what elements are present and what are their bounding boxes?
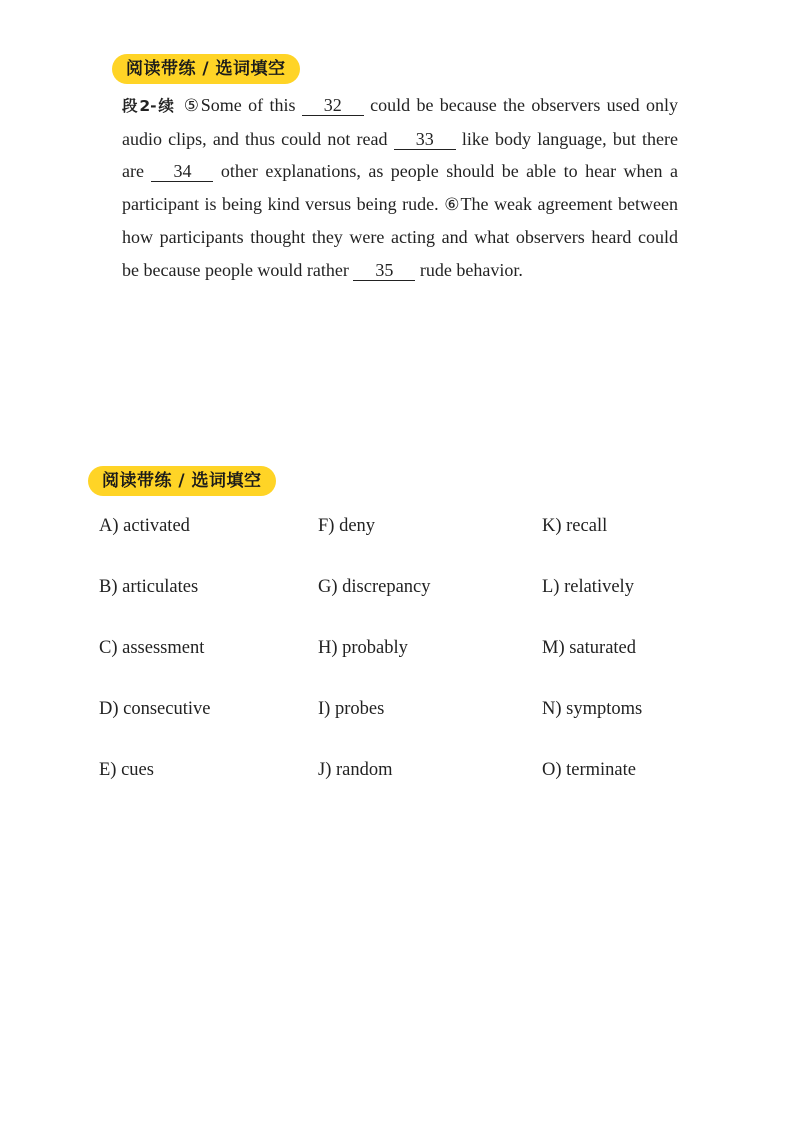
sentence-number-5: ⑤ bbox=[183, 96, 201, 116]
segment-label: 段2-续 bbox=[122, 97, 176, 115]
blank-33: 33 bbox=[394, 129, 456, 150]
word-option: C) assessment bbox=[99, 638, 205, 658]
word-option: N) symptoms bbox=[542, 699, 643, 719]
passage-text: Some of this bbox=[200, 95, 302, 115]
blank-34: 34 bbox=[151, 161, 213, 182]
word-option: A) activated bbox=[99, 516, 190, 536]
word-option: G) discrepancy bbox=[318, 577, 431, 597]
word-option: I) probes bbox=[318, 699, 385, 719]
section-tag: 阅读带练 / 选词填空 bbox=[112, 54, 300, 84]
blank-35: 35 bbox=[353, 260, 415, 281]
passage-text: The weak agreement between how participants thought they were acting and what observers heard could be because people would rather bbox=[122, 193, 678, 280]
passage-text: other explanations, as people should be able to hear when a participant is being kind versus being rude. bbox=[122, 161, 678, 214]
word-option: J) random bbox=[318, 760, 393, 780]
word-option: E) cues bbox=[99, 760, 154, 780]
word-option: K) recall bbox=[542, 516, 608, 536]
word-option: L) relatively bbox=[542, 577, 634, 597]
word-option: B) articulates bbox=[99, 577, 199, 597]
word-option: M) saturated bbox=[542, 638, 637, 658]
word-option: H) probably bbox=[318, 638, 408, 658]
word-option: O) terminate bbox=[542, 760, 636, 780]
word-option: D) consecutive bbox=[99, 699, 211, 719]
sentence-number-6: ⑥ bbox=[444, 194, 461, 215]
blank-32: 32 bbox=[302, 95, 364, 116]
word-option: F) deny bbox=[318, 516, 376, 536]
section-tag: 阅读带练 / 选词填空 bbox=[88, 466, 276, 496]
passage-text: like body language, but there are bbox=[122, 128, 679, 181]
passage-text: rude behavior. bbox=[415, 259, 523, 280]
passage-text: could be because the observers used only audio clips, and thus could not read bbox=[122, 95, 679, 149]
